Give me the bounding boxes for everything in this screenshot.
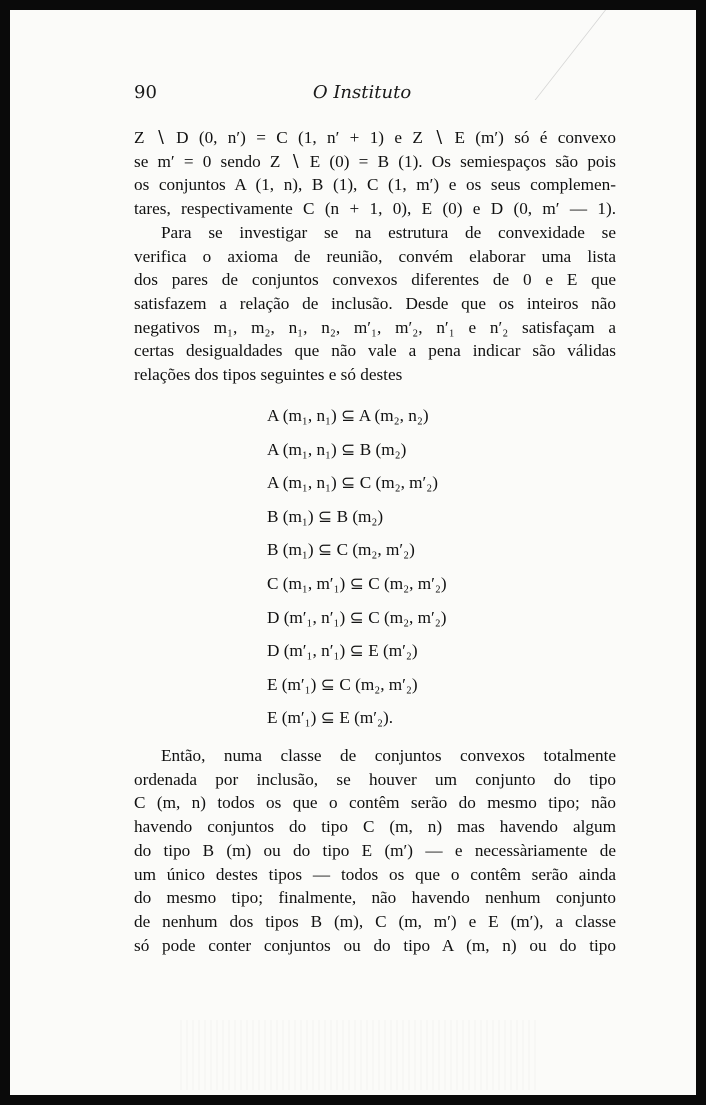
formula-line: E (m′₁) ⊆ C (m₂, m′₂) [267, 674, 418, 694]
formula-line: A (m₁, n₁) ⊆ B (m₂) [267, 439, 407, 459]
formula-line: E (m′₁) ⊆ E (m′₂). [267, 708, 394, 728]
text-line: Z ∖ D (0, n′) = C (1, n′ + 1) e Z ∖ E (m′) só é convexo [134, 128, 616, 147]
text-block-top [134, 126, 616, 387]
text-line: certas desigualdades que não vale a pena indicar são válidas [134, 341, 616, 361]
scan-artifact [180, 1020, 540, 1090]
formula-line: D (m′₁, n′₁) ⊆ C (m₂, m′₂) [267, 607, 447, 627]
text-line: relações dos tipos seguintes e só destes [134, 365, 403, 385]
running-title: O Instituto [312, 82, 412, 103]
text-line: dos pares de conjuntos convexos diferentes de 0 e E que [134, 270, 616, 290]
text-line: se m′ = 0 sendo Z ∖ E (0) = B (1). Os semiespaços são pois [134, 151, 616, 171]
text-line: C (m, n) todos os que o contêm serão do mesmo tipo; não [134, 793, 616, 813]
text-line: só pode conter conjuntos ou do tipo A (m, n) ou do tipo [134, 935, 616, 955]
text-line: verifica o axioma de reunião, convém elaborar uma lista [134, 246, 616, 266]
text-line: ordenada por inclusão, se houver um conjunto do tipo [134, 769, 616, 789]
text-line: tares, respectivamente C (n + 1, 0), E (0) e D (0, m′ — 1). [134, 199, 616, 219]
formula-line: A (m₁, n₁) ⊆ C (m₂, m′₂) [267, 473, 439, 493]
formula-line: B (m₁) ⊆ C (m₂, m′₂) [267, 540, 415, 560]
text-line: os conjuntos A (1, n), B (1), C (1, m′) e os seus complemen- [134, 175, 616, 195]
formula-line: D (m′₁, n′₁) ⊆ E (m′₂) [267, 641, 418, 661]
inclusion-relations-list [267, 399, 447, 735]
text-line: negativos m₁, m₂, n₁, n₂, m′₁, m′₂, n′₁ e n′₂ satisfaçam a [134, 317, 616, 337]
text-line: havendo conjuntos do tipo C (m, n) mas havendo algum [134, 817, 616, 837]
formula-line: A (m₁, n₁) ⊆ A (m₂, n₂) [267, 406, 429, 425]
page-number: 90 [134, 82, 157, 103]
text-line: de nenhum dos tipos B (m), C (m, m′) e E (m′), a classe [134, 911, 616, 931]
text-line: do mesmo tipo; finalmente, não havendo nenhum conjunto [134, 888, 616, 908]
text-line: do tipo B (m) ou do tipo E (m′) — e necessàriamente de [134, 840, 616, 860]
scanned-page [10, 10, 696, 1095]
text-line: um único destes tipos — todos os que o contêm serão ainda [134, 864, 616, 884]
formula-line: B (m₁) ⊆ B (m₂) [267, 506, 384, 526]
formula-line: C (m₁, m′₁) ⊆ C (m₂, m′₂) [267, 573, 447, 593]
text-line: Então, numa classe de conjuntos convexos totalmente [161, 746, 616, 765]
text-line: satisfazem a relação de inclusão. Desde que os inteiros não [134, 293, 616, 313]
text-block-bottom [134, 744, 616, 957]
text-line: Para se investigar se na estrutura de convexidade se [161, 222, 616, 242]
